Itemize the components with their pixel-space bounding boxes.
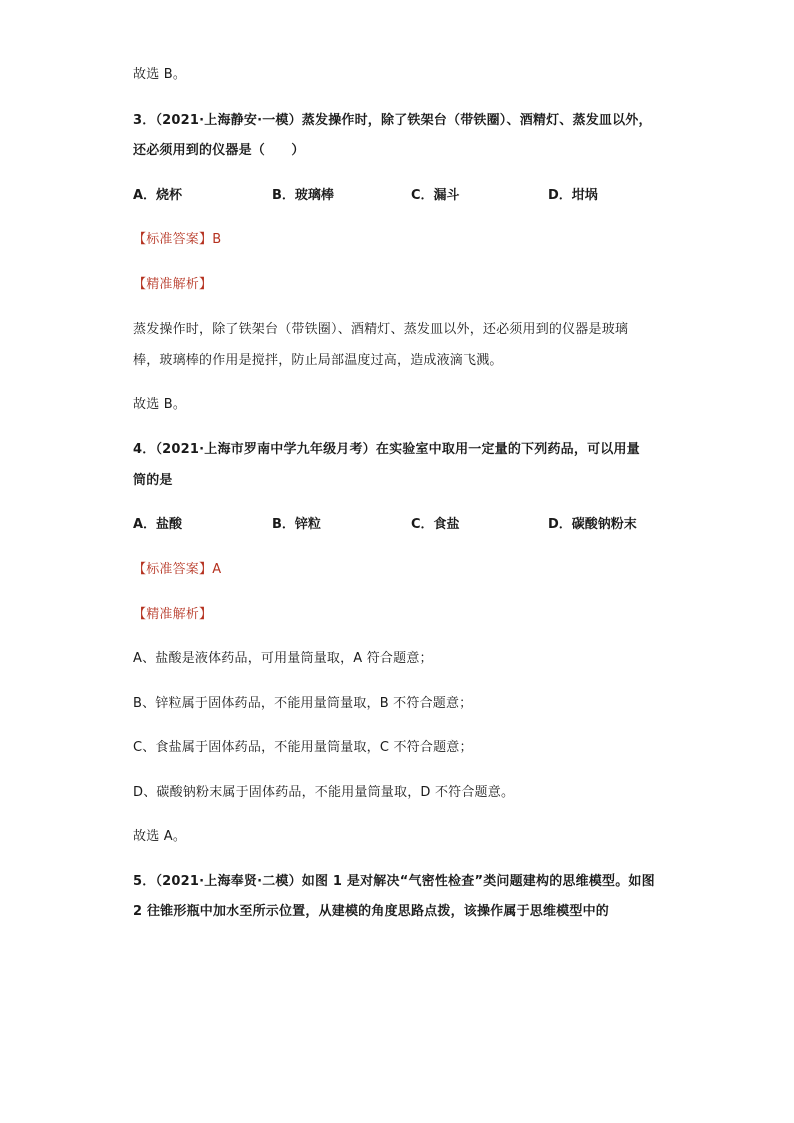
q3-option-a: A．烧杯: [133, 188, 183, 203]
q4-answer-tag: 【标准答案】: [133, 562, 213, 577]
q3-analysis-line2: 棒，玻璃棒的作用是搅拌，防止局部温度过高，造成液滴飞溅。: [133, 353, 503, 368]
q3-option-c: C．漏斗: [411, 188, 460, 203]
q4-option-b: B．锌粒: [272, 517, 321, 532]
q5-stem-line2: 2 往锥形瓶中加水至所示位置，从建模的角度思路点拨，该操作属于思维模型中的: [133, 904, 609, 919]
q3-analysis-tag: 【精准解析】: [133, 277, 213, 292]
prev-answer-choice: 故选 B。: [133, 67, 187, 82]
q5-stem-line1: 5．（2021·上海奉贤·二模）如图 1 是对解决“气密性检查”类问题建构的思维模型。如图: [133, 874, 655, 889]
q4-option-c: C．食盐: [411, 517, 460, 532]
q4-analysis-d: D、碳酸钠粉末属于固体药品，不能用量筒量取，D 不符合题意。: [133, 785, 515, 800]
q3-stem-line2: 还必须用到的仪器是（ ）: [133, 143, 305, 158]
q4-answer: [133, 561, 221, 579]
q4-answer-value: A: [212, 562, 222, 577]
q4-analysis-c: C、食盐属于固体药品，不能用量筒量取，C 不符合题意；: [133, 740, 473, 755]
q4-analysis-tag: 【精准解析】: [133, 607, 213, 622]
q4-answer-choice: 故选 A。: [133, 829, 187, 844]
q4-stem-line2: 筒的是: [133, 473, 173, 488]
q3-answer-value: B: [212, 232, 222, 247]
q4-stem-line1: 4．（2021·上海市罗南中学九年级月考）在实验室中取用一定量的下列药品，可以用量: [133, 442, 640, 457]
q3-answer-choice: 故选 B。: [133, 397, 187, 412]
q3-stem-line1: 3．（2021·上海静安·一模）蒸发操作时，除了铁架台（带铁圈）、酒精灯、蒸发皿以外，: [133, 113, 652, 128]
q3-answer: [133, 231, 221, 249]
q4-analysis-b: B、锌粒属于固体药品，不能用量筒量取，B 不符合题意；: [133, 696, 473, 711]
q4-option-d: D．碳酸钠粉末: [548, 517, 637, 532]
q3-analysis-line1: 蒸发操作时，除了铁架台（带铁圈）、酒精灯、蒸发皿以外，还必须用到的仪器是玻璃: [133, 322, 629, 337]
q3-answer-tag: 【标准答案】: [133, 232, 213, 247]
q4-option-a: A．盐酸: [133, 517, 183, 532]
q4-analysis-a: A、盐酸是液体药品，可用量筒量取，A 符合题意；: [133, 651, 433, 666]
q3-option-d: D．坩埚: [548, 188, 598, 203]
q3-option-b: B．玻璃棒: [272, 188, 334, 203]
